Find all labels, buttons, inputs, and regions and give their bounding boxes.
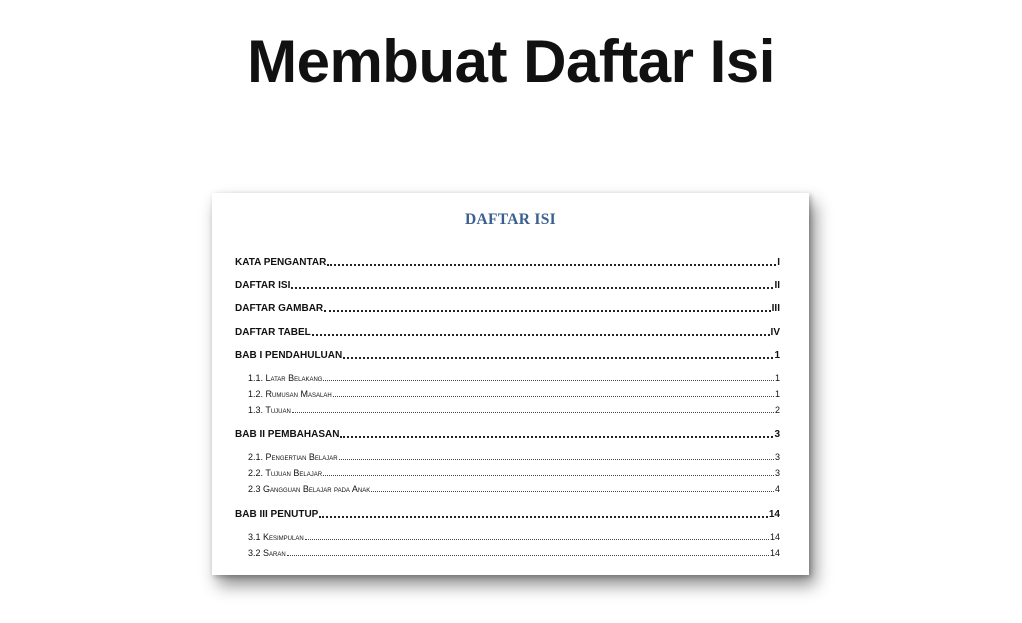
- dot-leader: [371, 490, 774, 492]
- toc-entry-1-2: [248, 389, 780, 399]
- toc-entry-page: IV: [770, 327, 780, 338]
- toc-entry-text: DAFTAR GAMBAR: [235, 303, 324, 314]
- toc-entry-text: BAB III PENUTUP: [235, 509, 319, 520]
- toc-entry-page: 14: [769, 548, 780, 558]
- toc-entry-page: III: [771, 303, 780, 314]
- toc-entry-page: 14: [769, 532, 780, 542]
- dot-leader: [291, 286, 773, 289]
- toc-entry-text: 2.1. Pengertian Belajar: [248, 452, 338, 462]
- toc-entry-text: 3.1 Kesimpulan: [248, 532, 304, 542]
- dot-leader: [327, 263, 776, 266]
- toc-entry-text: 1.3. Tujuan: [248, 405, 291, 415]
- toc-entry-page: I: [777, 257, 780, 268]
- dot-leader: [323, 379, 774, 381]
- toc-entry-page: 1: [774, 350, 780, 361]
- dot-leader: [305, 538, 769, 540]
- page-heading: Membuat Daftar Isi: [247, 28, 775, 95]
- toc-entry-text: DAFTAR TABEL: [235, 327, 311, 338]
- toc-entry-page: 3: [774, 452, 780, 462]
- toc-entry-text: KATA PENGANTAR: [235, 257, 327, 268]
- toc-title: DAFTAR ISI: [465, 211, 556, 228]
- toc-entry-daftar-tabel: [235, 327, 780, 338]
- dot-leader: [339, 458, 774, 460]
- dot-leader: [292, 411, 774, 413]
- dot-leader: [340, 435, 773, 438]
- toc-entry-2-2: [248, 468, 780, 478]
- toc-entry-1-3: [248, 405, 780, 415]
- document-page: [212, 193, 809, 575]
- toc-entry-text: BAB II PEMBAHASAN: [235, 429, 340, 440]
- toc-entry-daftar-isi: [235, 280, 780, 291]
- toc-entry-text: 3.2 Saran: [248, 548, 286, 558]
- dot-leader: [287, 554, 769, 556]
- dot-leader: [343, 356, 773, 359]
- toc-entry-3-1: [248, 532, 780, 542]
- toc-entry-1-1: [248, 373, 780, 383]
- toc-entry-text: DAFTAR ISI: [235, 280, 291, 291]
- toc-entry-bab-2: [235, 429, 780, 440]
- toc-entry-text: 1.1. Latar Belakang: [248, 373, 323, 383]
- toc-entry-page: II: [774, 280, 780, 291]
- toc-entry-bab-3: [235, 509, 780, 520]
- toc-entry-page: 1: [774, 389, 780, 399]
- dot-leader: [319, 515, 768, 518]
- toc-entry-3-2: [248, 548, 780, 558]
- toc-entry-page: 14: [768, 509, 780, 520]
- toc-entry-bab-1: [235, 350, 780, 361]
- toc-entry-text: 1.2. Rumusan Masalah: [248, 389, 332, 399]
- dot-leader: [323, 474, 774, 476]
- dot-leader: [312, 333, 770, 336]
- toc-entry-page: 2: [774, 405, 780, 415]
- toc-entry-text: 2.2. Tujuan Belajar: [248, 468, 323, 478]
- toc-entry-page: 3: [774, 468, 780, 478]
- toc-entry-2-3: [248, 484, 780, 494]
- toc-entry-text: 2.3 Gangguan Belajar pada Anak: [248, 484, 371, 494]
- toc-entry-page: 1: [774, 373, 780, 383]
- toc-entry-page: 4: [774, 484, 780, 494]
- toc-entry-daftar-gambar: [235, 303, 780, 314]
- toc-entry-kata-pengantar: [235, 257, 780, 268]
- toc-entry-page: 3: [774, 429, 780, 440]
- dot-leader: [324, 309, 771, 312]
- dot-leader: [333, 395, 774, 397]
- toc-entry-text: BAB I PENDAHULUAN: [235, 350, 343, 361]
- toc-entry-2-1: [248, 452, 780, 462]
